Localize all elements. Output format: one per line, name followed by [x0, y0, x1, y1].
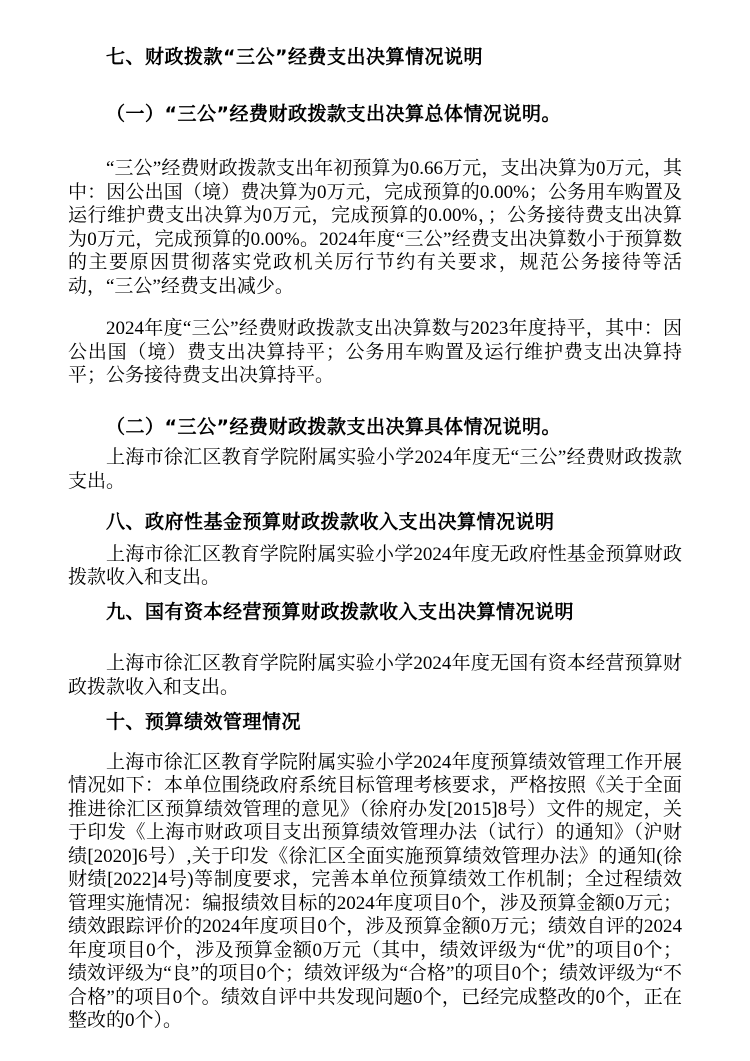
heading-section-7-1: （一）“三公”经费财政拨款支出决算总体情况说明。: [106, 102, 561, 125]
para-performance-management: 上海市徐汇区教育学院附属实验小学2024年度预算绩效管理工作开展情况如下：本单位围绕政府系统目标管理考核要求，严格按照《关于全面推进徐汇区预算绩效管理的意见》（徐府办发[2015]8号）文件的规定，关于印发《上海市财政项目支出预算绩效管理办法（试行）的通知》（沪财绩[2020]6号）,关于印发《徐汇区全面实施预算绩效管理办法》的通知(徐财绩[2022]4号)等制度要求，完善本单位预算绩效工作机制；全过程绩效管理实施情况：编报绩效目标的2024年度项目0个，涉及预算金额0万元；绩效跟踪评价的2024年度项目0个，涉及预算金额0万元；绩效自评的2024年度项目0个，涉及预算金额0万元（其中，绩效评级为“优”的项目0个；绩效评级为“良”的项目0个；绩效评级为“合格”的项目0个；绩效评级为“不合格”的项目0个。绩效自评中共发现问题0个，已经完成整改的0个，正在整改的0个）。: [68, 751, 682, 1031]
para-sangong-yoy-comparison: 2024年度“三公”经费财政拨款支出决算数与2023年度持平，其中：因公出国（境）费支出决算持平；公务用车购置及运行维护费支出决算持平；公务接待费支出决算持平。: [68, 318, 682, 386]
para-sangong-overall: “三公”经费财政拨款支出年初预算为0.66万元，支出决算为0万元，其中：因公出国（境）费决算为0万元，完成预算的0.00%；公务用车购置及运行维护费支出决算为0万元，完成预算的0.00%，；公务接待费支出决算为0万元，完成预算的0.00%。2024年度“三公”经费支出决算数小于预算数的主要原因贯彻落实党政机关厉行节约有关要求，规范公务接待等活动，“三公”经费支出减少。: [68, 158, 682, 297]
heading-section-9: 九、国有资本经营预算财政拨款收入支出决算情况说明: [106, 600, 575, 623]
heading-section-8: 八、政府性基金预算财政拨款收入支出决算情况说明: [106, 511, 555, 533]
para-state-capital: 上海市徐汇区教育学院附属实验小学2024年度无国有资本经营预算财政拨款收入和支出。: [68, 653, 682, 698]
heading-section-7: 七、财政拨款“三公”经费支出决算情况说明: [106, 46, 483, 68]
para-sangong-detail: 上海市徐汇区教育学院附属实验小学2024年度无“三公”经费财政拨款支出。: [68, 447, 682, 492]
para-government-fund: 上海市徐汇区教育学院附属实验小学2024年度无政府性基金预算财政拨款收入和支出。: [68, 543, 682, 588]
heading-section-7-2: （二）“三公”经费财政拨款支出决算具体情况说明。: [106, 415, 561, 438]
heading-section-10: 十、预算绩效管理情况: [106, 711, 302, 733]
